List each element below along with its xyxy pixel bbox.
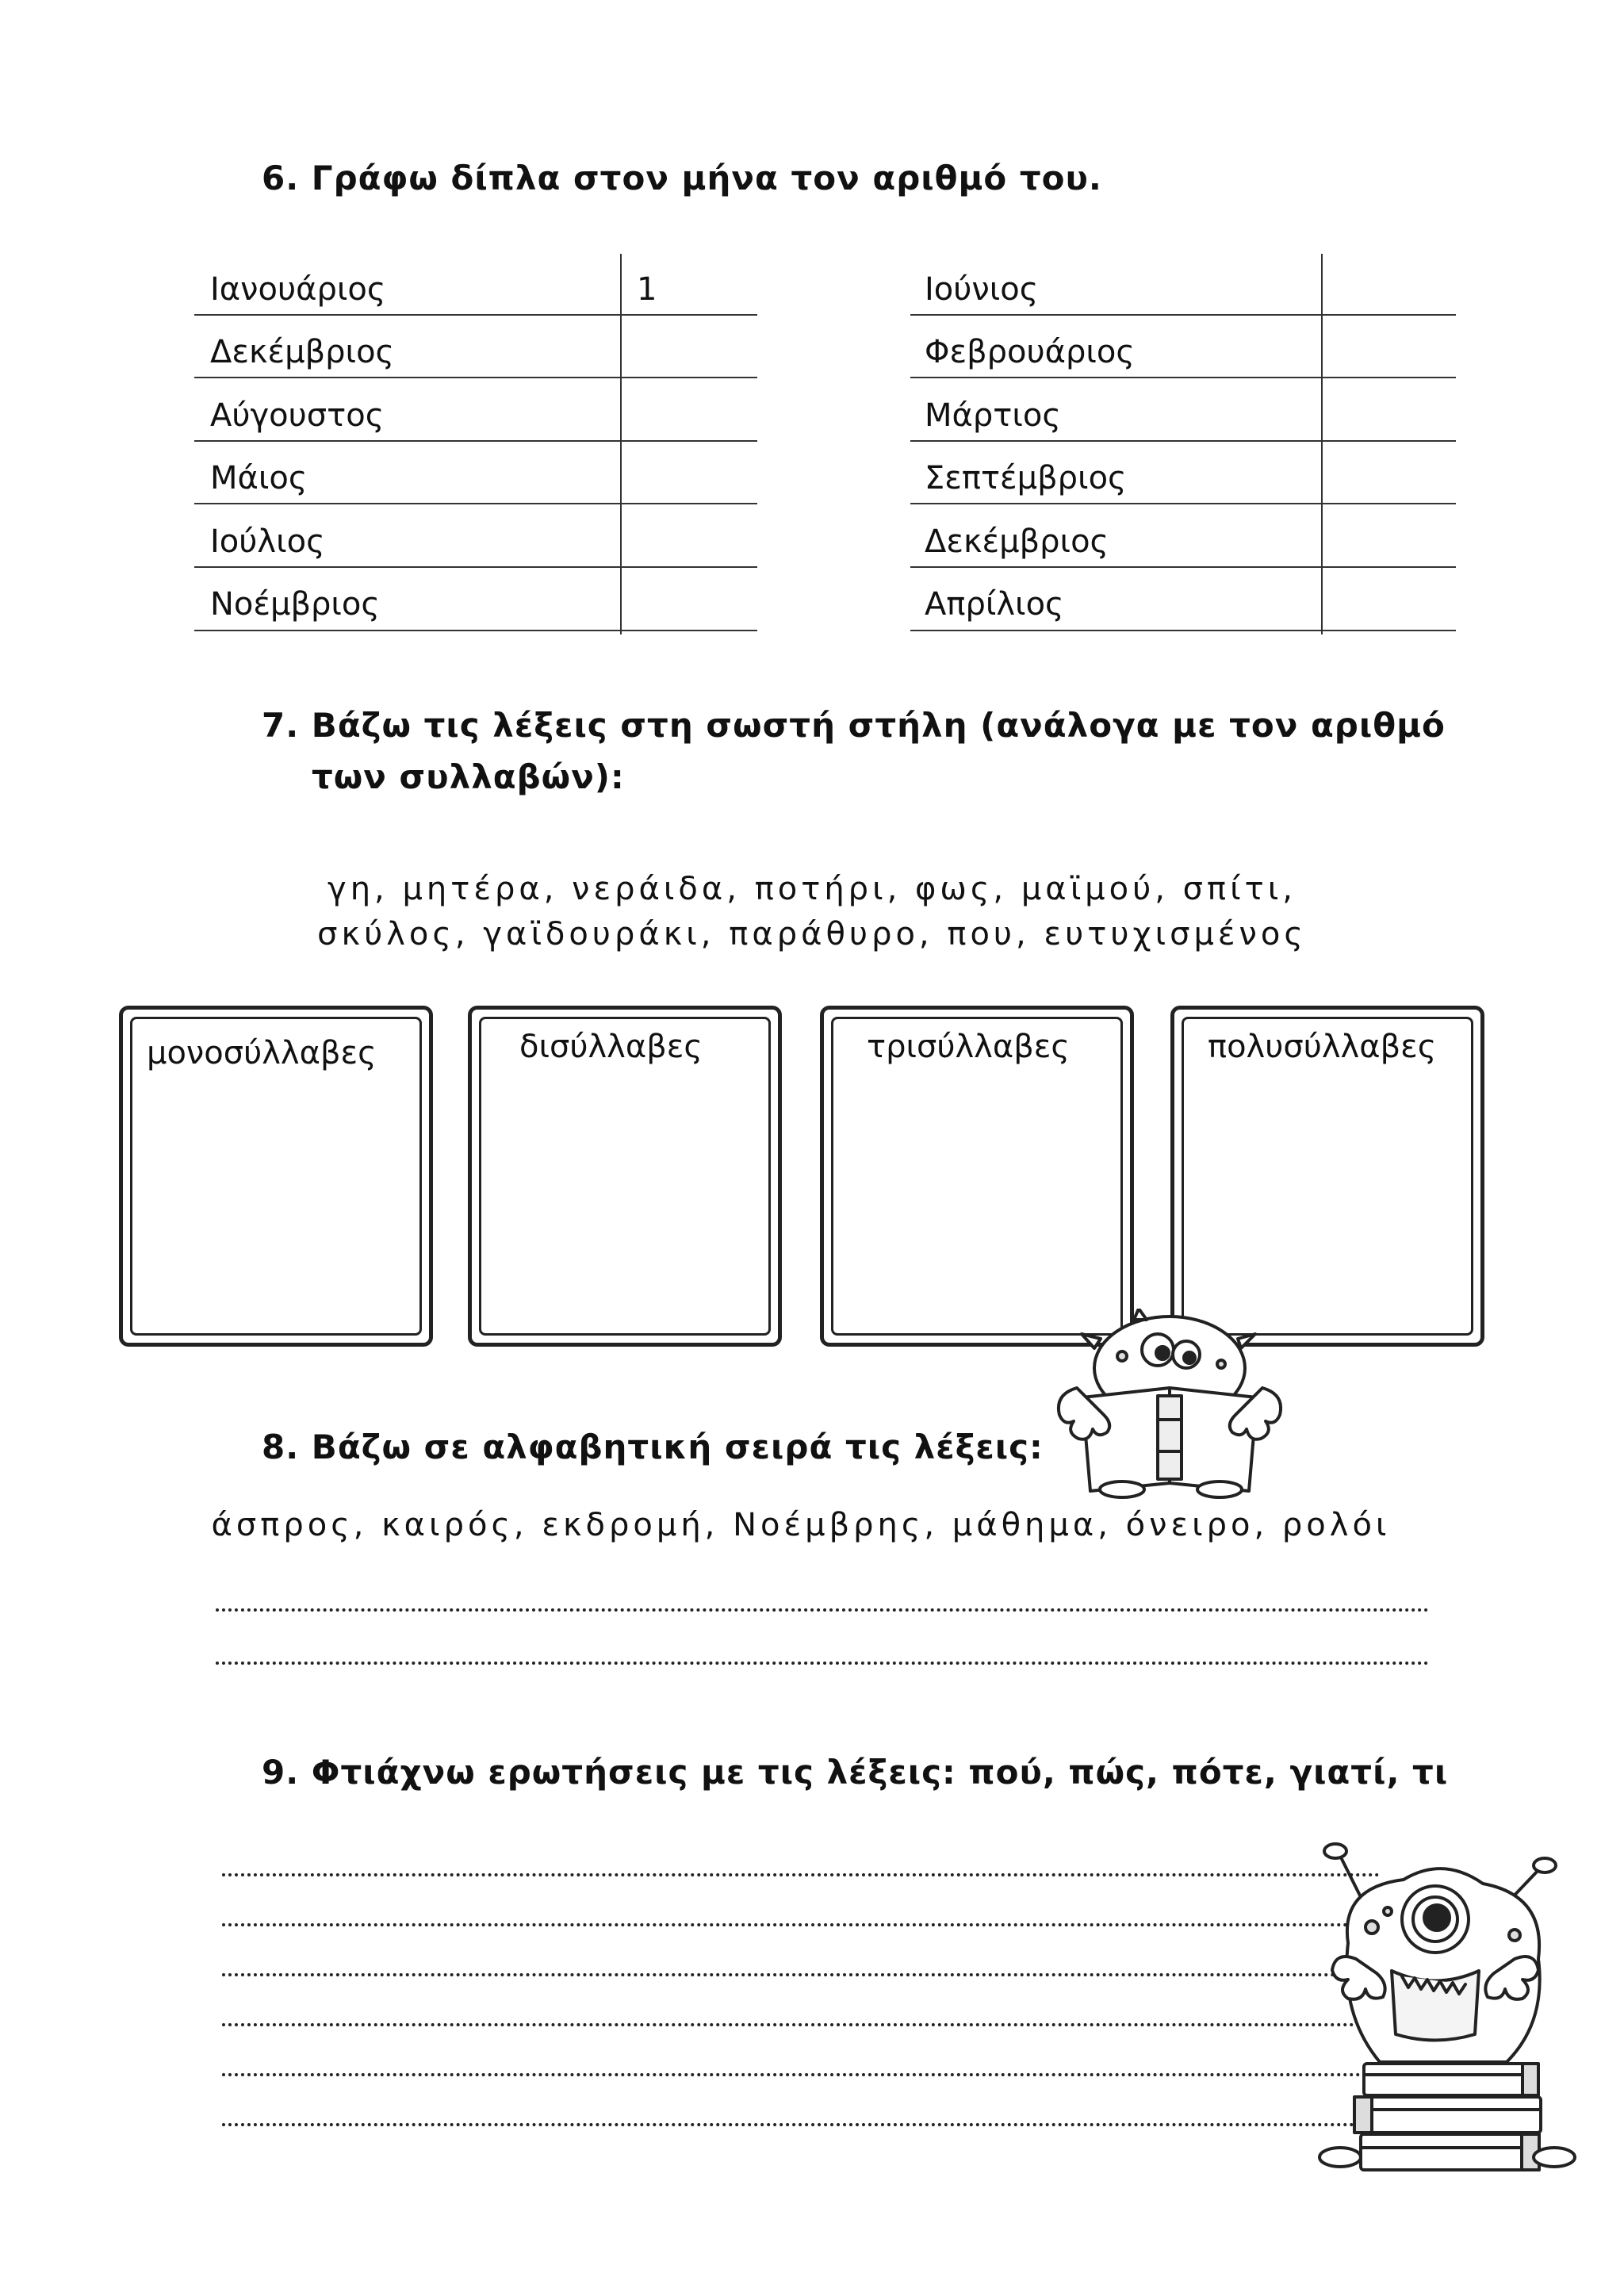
answer-line[interactable] (222, 2123, 1380, 2126)
row-line (910, 440, 1456, 442)
box-label: πολυσύλλαβες (1208, 1029, 1437, 1065)
answer-line[interactable] (216, 1608, 1429, 1612)
row-line (194, 314, 757, 316)
row-line (910, 503, 1456, 504)
month-label: Ιανουάριος (210, 271, 386, 308)
row-line (910, 566, 1456, 568)
box-label: τρισύλλαβες (867, 1029, 1070, 1065)
answer-line[interactable] (216, 1662, 1429, 1665)
exercise-6-title: 6. Γράφω δίπλα στον μήνα τον αριθμό του. (262, 159, 1102, 197)
box-label: μονοσύλλαβες (147, 1035, 377, 1071)
month-label: Μάρτιος (925, 397, 1061, 434)
row-line (194, 377, 757, 378)
exercise-7-title-line1: 7. Βάζω τις λέξεις στη σωστή στήλη (ανάλογα με τον αριθμό (262, 706, 1446, 745)
row-line (194, 503, 757, 504)
month-label: Απρίλιος (925, 586, 1064, 623)
month-number-field[interactable]: 1 (637, 271, 657, 308)
months-table-right (910, 254, 1456, 634)
month-label: Νοέμβριος (210, 586, 380, 623)
syllable-box-polysyllabic[interactable] (1170, 1006, 1484, 1347)
monster-reading-book-illustration (1039, 1309, 1293, 1499)
month-label: Ιούνιος (925, 271, 1039, 308)
row-line (910, 630, 1456, 631)
table-divider (1321, 254, 1323, 634)
months-table-left (194, 254, 757, 634)
syllable-box-disyllabic[interactable] (468, 1006, 782, 1347)
word-list-alphabetical: άσπρος, καιρός, εκδρομή, Νοέμβρης, μάθημα, όνειρο, ρολόι (211, 1507, 1391, 1543)
syllable-box-monosyllabic[interactable] (119, 1006, 433, 1347)
answer-line[interactable] (222, 2023, 1380, 2026)
month-label: Δεκέμβριος (210, 334, 395, 370)
exercise-9-title: 9. Φτιάχνω ερωτήσεις με τις λέξεις: πού, πώς, πότε, γιατί, τι (262, 1753, 1449, 1792)
month-label: Μάιος (210, 460, 308, 496)
month-label: Ιούλιος (210, 523, 325, 560)
answer-line[interactable] (222, 2073, 1380, 2076)
exercise-8-title: 8. Βάζω σε αλφαβητική σειρά τις λέξεις: (262, 1428, 1044, 1466)
month-label: Δεκέμβριος (925, 523, 1109, 560)
answer-line[interactable] (222, 1973, 1380, 1976)
month-label: Φεβρουάριος (925, 334, 1135, 370)
syllable-box-trisyllabic[interactable] (820, 1006, 1134, 1347)
word-list-line2: σκύλος, γαϊδουράκι, παράθυρο, που, ευτυχισμένος (317, 916, 1307, 953)
month-label: Σεπτέμβριος (925, 460, 1127, 496)
table-divider (620, 254, 622, 634)
box-label: δισύλλαβες (519, 1029, 703, 1065)
row-line (194, 630, 757, 631)
month-label: Αύγουστος (210, 397, 385, 434)
one-eyed-monster-on-books-illustration (1308, 1840, 1578, 2189)
row-line (910, 377, 1456, 378)
exercise-7-title-line2: των συλλαβών): (312, 757, 625, 796)
row-line (194, 440, 757, 442)
row-line (910, 314, 1456, 316)
word-list-line1: γη, μητέρα, νεράιδα, ποτήρι, φως, μαϊμού, σπίτι, (327, 871, 1297, 907)
row-line (194, 566, 757, 568)
answer-line[interactable] (222, 1873, 1380, 1876)
answer-line[interactable] (222, 1923, 1380, 1926)
